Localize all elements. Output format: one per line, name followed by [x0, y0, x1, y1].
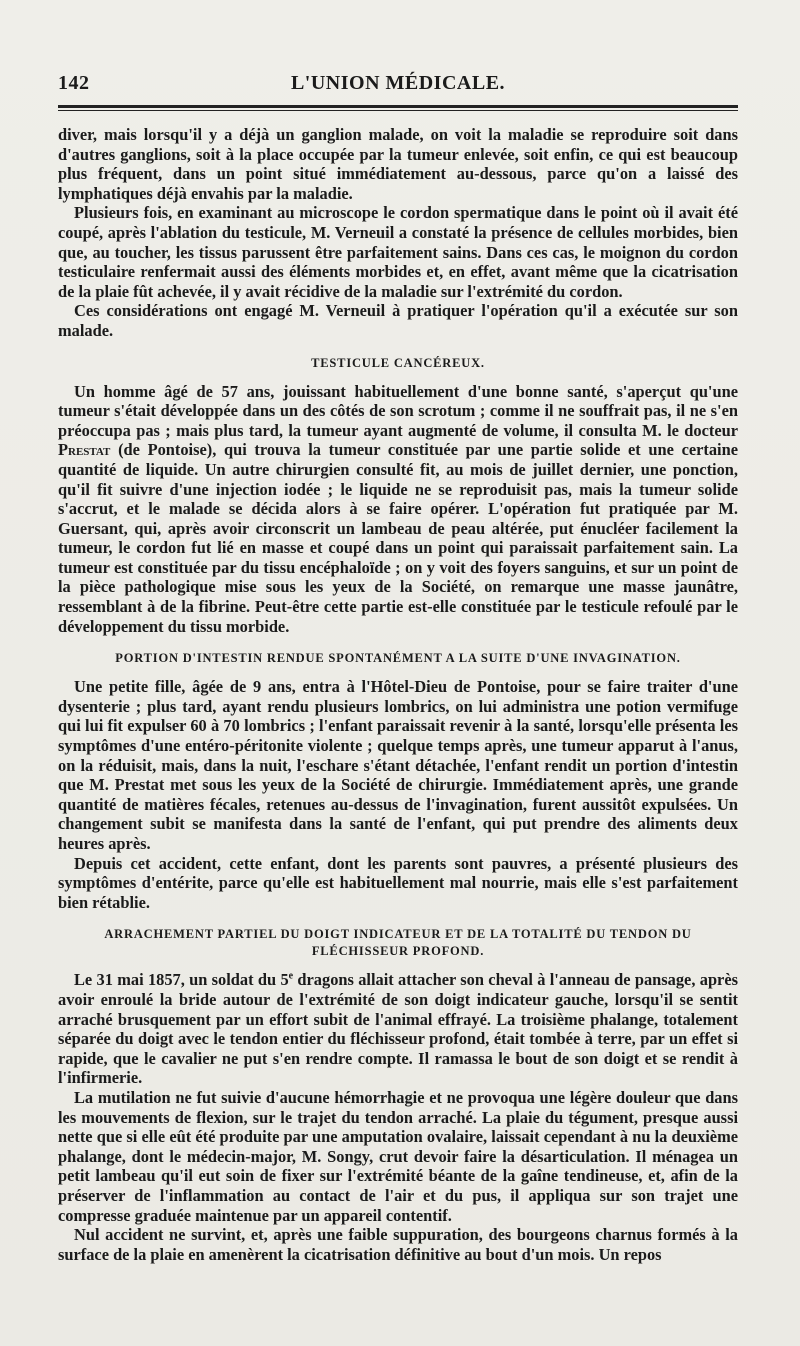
intro-paragraph-2: Plusieurs fois, en examinant au microscope le cordon spermatique dans le point où il avait été coupé, après l'ablation du testicule, M. Verneuil a constaté la présence de cellules morbides, bien que, au toucher, les tissus parussent être parfaitement sains. Dans ces cas, le moignon du cordon testiculaire renfermait aussi des éléments morbides et, en effet, avant même que la cicatrisation de la plaie fût achevée, il y avait récidive de la maladie sur l'extrémité du cordon.	[58, 203, 738, 301]
intro-paragraph-1: diver, mais lorsqu'il y a déjà un ganglion malade, on voit la maladie se reproduire soit dans d'autres ganglions, soit à la place occupée par la tumeur enlevée, soit enfin, ce qui est beaucoup plus fréquent, dans un point situé immédiatement au-dessous, parce qu'on a laissé des lymphatiques déjà envahis par la maladie.	[58, 125, 738, 203]
arrachement-text-a: Le 31 mai 1857, un soldat du 5	[74, 970, 289, 990]
testicule-text-a: Un homme âgé de 57 ans, jouissant habituellement d'une bonne santé, s'aperçut qu'une tumeur s'était développée dans un des côtés de son scrotum ; comme il ne souffrait pas, il ne s'en préoccupa pas ; mais plus tard, la tumeur ayant augmenté de volume, il consulta M. le docteur	[58, 381, 738, 440]
journal-title: L'UNION MÉDICALE.	[290, 72, 506, 94]
intestin-paragraph-2: Depuis cet accident, cette enfant, dont les parents sont pauvres, a présenté plusieurs des symptômes d'entérite, parce qu'elle est habituellement mal nourrie, mais elle s'est parfaitement bien rétablie.	[58, 853, 738, 912]
header-rule-thick	[58, 105, 738, 108]
ordinal-superscript: e	[288, 970, 294, 982]
section-title-arrachement	[58, 926, 738, 960]
testicule-text-b: (de Pontoise), qui trouva la tumeur constituée par une partie solide et une certaine quantité de liquide. Un autre chirurgien consulté fit, au mois de juillet dernier, une ponction, qu'il fit suivre d'une injection iodée ; le liquide ne se reproduisit pas, mais la tumeur solide s'accrut, et le malade se décida alors à se faire opérer. L'opération fut pratiquée par M. Guersant, qui, après avoir circonscrit un lambeau de peau altérée, put énucléer facilement la tumeur, le cordon fut lié en masse et coupé dans un point qui paraissait parfaitement sain. La tumeur est constituée par du tissu encéphaloïde ; on y voit des foyers sanguins, et sur un point de la pièce pathologique mise sous les yeux de la Société, on remarque une masse jaunâtre, ressemblant à de la fibrine. Peut-être cette partie est-elle constituée par le testicule refoulé par le développement du tissu morbide.	[58, 440, 738, 636]
section-title-testicule: TESTICULE CANCÉREUX.	[311, 355, 485, 370]
header-rule-thin	[58, 110, 738, 111]
section-title-arrachement-line2: FLÉCHISSEUR PROFOND.	[311, 944, 485, 959]
section-title-intestin: PORTION D'INTESTIN RENDUE SPONTANÉMENT A LA SUITE D'UNE INVAGINATION.	[115, 651, 681, 666]
arrachement-paragraph-3: Nul accident ne survint, et, après une faible suppuration, des bourgeons charnus formés à la surface de la plaie en amenèrent la cicatrisation définitive au bout d'un mois. Un repos	[58, 1225, 738, 1264]
page-number: 142	[58, 72, 90, 94]
arrachement-paragraph-2: La mutilation ne fut suivie d'aucune hémorrhagie et ne provoqua une légère douleur que dans les mouvements de flexion, sur le trajet du tendon arraché. La plaie du tégument, presque aussi nette que si elle eût été produite par une amputation ovalaire, laissait cependant à nu la deuxième phalange, dont le médecin-major, M. Songy, crut devoir faire la désarticulation. Il ménagea un petit lambeau qu'il eut soin de fixer sur l'extrémité béante de la gaîne tendineuse, et, afin de la préserver de l'inflammation au contact de l'air et du pus, il appliqua sur son trajet une compresse graduée maintenue par un appareil contentif.	[58, 1087, 738, 1225]
intestin-paragraph-1: Une petite fille, âgée de 9 ans, entra à l'Hôtel-Dieu de Pontoise, pour se faire traiter d'une dysenterie ; plus tard, ayant rendu plusieurs lombrics, on lui administra une potion vermifuge qui lui fit expulser 60 à 70 lombrics ; l'enfant paraissait revenir à la santé, lorsqu'elle présenta les symptômes d'une entéro-péritonite violente ; quelque temps après, une tumeur apparut à l'anus, on la réduisit, mais, dans la nuit, l'eschare s'étant détachée, l'enfant rendit un portion d'intestin que M. Prestat met sous les yeux de la Société de chirurgie. Immédiatement après, une grande quantité de matières fécales, retenues au-dessus de l'invagination, furent aussitôt expulsées. Un changement subit se manifesta dans la santé de l'enfant, qui put prendre des aliments deux heures après.	[58, 677, 738, 853]
section-title-arrachement-line1: ARRACHEMENT PARTIEL DU DOIGT INDICATEUR ET DE LA TOTALITÉ DU TENDON DU	[104, 927, 692, 942]
page-header	[58, 72, 738, 95]
testicule-paragraph	[58, 382, 738, 637]
arrachement-paragraph-1	[58, 970, 738, 1088]
arrachement-text-b: dragons allait attacher son cheval à l'anneau de pansage, après avoir enroulé la bride autour de l'extrémité de son doigt indicateur gauche, lorsqu'il se sentit arraché brusquement par un effort subit de l'animal effrayé. La troisième phalange, totalement séparée du doigt avec le tendon entier du fléchisseur profond, était tombée à terre, par un effet si rapide, que le cavalier ne put s'en rendre compte. Il ramassa le bout de son doigt et se rendit à l'infirmerie.	[58, 970, 738, 1088]
intro-paragraph-3: Ces considérations ont engagé M. Verneuil à pratiquer l'opération qu'il a exécutée sur son malade.	[58, 301, 738, 340]
author-name-prestat: Prestat	[58, 440, 111, 460]
